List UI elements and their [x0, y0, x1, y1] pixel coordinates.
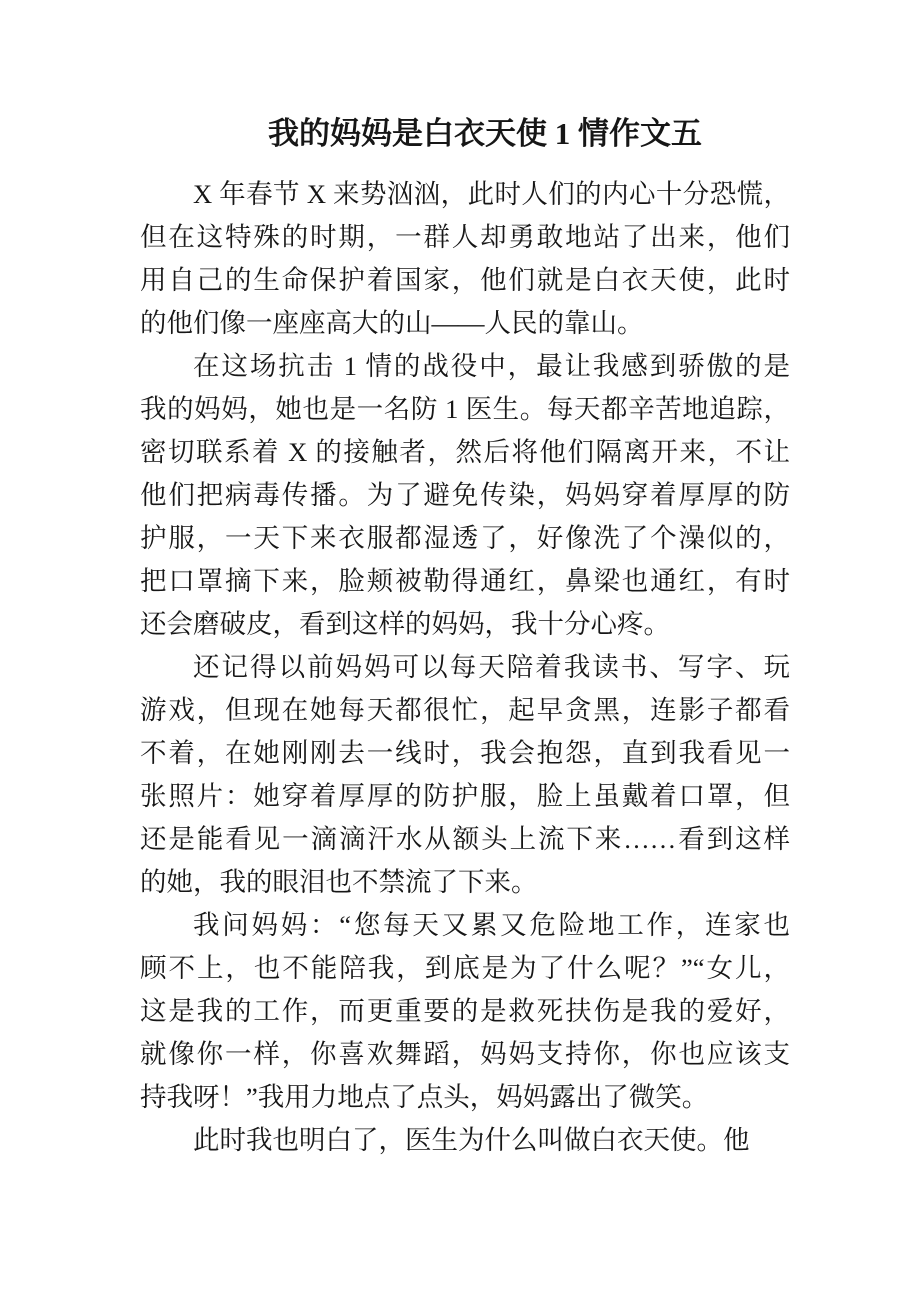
paragraph [140, 904, 790, 1119]
text-line: 顾不上，也不能陪我，到底是为了什么呢？”“女儿， [140, 953, 790, 983]
text-line: X 年春节 X 来势汹汹，此时人们的内心十分恐慌， [193, 179, 790, 209]
text-line: 持我呀！”我用力地点了点头，妈妈露出了微笑。 [140, 1082, 709, 1112]
text-line: 游戏，但现在她每天都很忙，起早贪黑，连影子都看 [140, 695, 790, 725]
paragraph [140, 173, 790, 345]
text-line: 还会磨破皮，看到这样的妈妈，我十分心疼。 [140, 609, 670, 639]
text-line: 还记得以前妈妈可以每天陪着我读书、写字、玩 [193, 652, 790, 682]
text-line: 我的妈妈，她也是一名防 1 医生。每天都辛苦地追踪， [140, 394, 790, 424]
paragraph [140, 646, 790, 904]
text-line: 这是我的工作，而更重要的是救死扶伤是我的爱好， [140, 996, 790, 1026]
paragraph [140, 1119, 790, 1162]
text-line: 在这场抗击 1 情的战役中，最让我感到骄傲的是 [193, 351, 790, 381]
text-line: 但在这特殊的时期，一群人却勇敢地站了出来，他们 [140, 222, 790, 252]
document-title: 我的妈妈是白衣天使 1 情作文五 [268, 116, 702, 151]
text-line: 我问妈妈：“您每天又累又危险地工作，连家也 [193, 910, 790, 940]
text-line: 张照片：她穿着厚厚的防护服，脸上虽戴着口罩，但 [140, 781, 790, 811]
text-line: 他们把病毒传播。为了避免传染，妈妈穿着厚厚的防 [140, 480, 790, 510]
text-line: 此时我也明白了，医生为什么叫做白衣天使。他 [193, 1125, 750, 1155]
text-line: 密切联系着 X 的接触者，然后将他们隔离开来，不让 [140, 437, 790, 467]
text-line: 的她，我的眼泪也不禁流了下来。 [140, 867, 538, 897]
text-line: 用自己的生命保护着国家，他们就是白衣天使，此时 [140, 265, 790, 295]
text-line: 不着，在她刚刚去一线时，我会抱怨，直到我看见一 [140, 738, 790, 768]
paragraph [140, 345, 790, 646]
document-body [140, 173, 790, 1162]
text-line: 就像你一样，你喜欢舞蹈，妈妈支持你，你也应该支 [140, 1039, 790, 1069]
text-line: 还是能看见一滴滴汗水从额头上流下来……看到这样 [140, 824, 790, 854]
text-line: 护服，一天下来衣服都湿透了，好像洗了个澡似的， [140, 523, 790, 553]
text-line: 把口罩摘下来，脸颊被勒得通红，鼻梁也通红，有时 [140, 566, 790, 596]
text-line: 的他们像一座座高大的山——人民的靠山。 [140, 308, 644, 338]
